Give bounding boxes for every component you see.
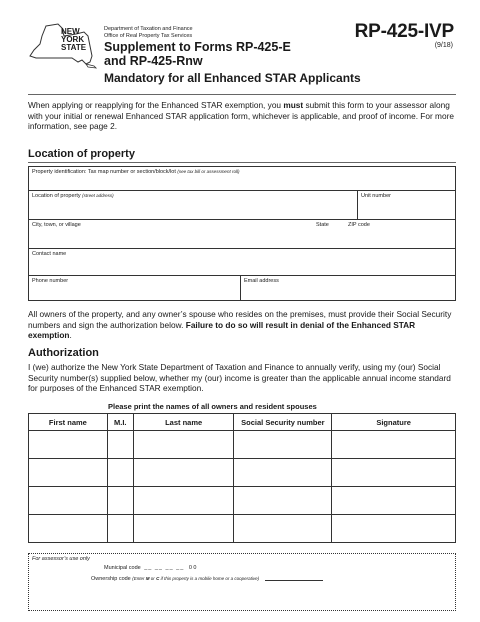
ownership-code-line[interactable]	[265, 580, 323, 581]
authorization-text: I (we) authorize the New York State Department of Taxation and Finance to annually verify, using my (our) Social Security number(s) supplied below, whether my (our) income is greater than the applicable annual income standard for purposes of the Enhanced STAR exemption.	[28, 362, 451, 393]
column-header: M.I.	[107, 414, 133, 431]
first-name-cell[interactable]	[29, 515, 108, 543]
first-name-cell[interactable]	[29, 431, 108, 459]
zip-field[interactable]: ZIP code	[348, 222, 370, 228]
owners-notice: All owners of the property, and any owner’s spouse who resides on the premises, must provide their Social Security numbers and sign the authorization below. Failure to do so will result in denial of the Enhanced STAR exemption.	[28, 309, 452, 340]
ssn-cell[interactable]	[234, 487, 332, 515]
location-fields	[28, 166, 456, 301]
property-id-field[interactable]: Property identification: Tax map number or section/block/lot (see tax bill or assessment roll)	[29, 167, 455, 191]
ssn-cell[interactable]	[234, 515, 332, 543]
divider	[28, 162, 456, 163]
contact-name-field[interactable]: Contact name	[29, 249, 455, 276]
assessor-label: For assessor’s use only	[32, 556, 90, 562]
email-address-field[interactable]: Email address	[244, 278, 279, 284]
signature-table	[28, 413, 456, 543]
street-address-field[interactable]: Location of property (street address)	[32, 193, 114, 199]
first-name-cell[interactable]	[29, 487, 108, 515]
signature-table-header	[29, 414, 456, 431]
table-row	[29, 459, 456, 487]
phone-number-field[interactable]: Phone number	[32, 278, 69, 284]
middle-initial-cell[interactable]	[107, 515, 133, 543]
form-subtitle: Mandatory for all Enhanced STAR Applicants	[104, 71, 361, 85]
last-name-cell[interactable]	[133, 515, 234, 543]
column-header: Last name	[133, 414, 234, 431]
last-name-cell[interactable]	[133, 487, 234, 515]
first-name-cell[interactable]	[29, 459, 108, 487]
form-title-line2: and RP-425-Rnw	[104, 54, 203, 68]
form-header	[0, 0, 480, 92]
column-header: Social Security number	[234, 414, 332, 431]
table-row	[29, 515, 456, 543]
last-name-cell[interactable]	[133, 431, 234, 459]
table-row	[29, 431, 456, 459]
authorization-section-title: Authorization	[28, 347, 99, 359]
column-header: First name	[29, 414, 108, 431]
new-york-state-logo	[28, 22, 98, 70]
assessor-use-box	[28, 553, 456, 611]
ssn-cell[interactable]	[234, 459, 332, 487]
ssn-cell[interactable]	[234, 431, 332, 459]
municipal-code-field[interactable]: Municipal code __ __ __ __ 0 0	[104, 565, 197, 571]
column-header: Signature	[332, 414, 456, 431]
revision-date: (9/18)	[434, 42, 453, 49]
last-name-cell[interactable]	[133, 459, 234, 487]
ownership-code-field[interactable]: Ownership code (Enter M or C if this property is a mobile home or a cooperative)	[91, 576, 323, 582]
signature-cell[interactable]	[332, 515, 456, 543]
state-field[interactable]: State	[316, 222, 329, 228]
signature-cell[interactable]	[332, 487, 456, 515]
middle-initial-cell[interactable]	[107, 459, 133, 487]
middle-initial-cell[interactable]	[107, 431, 133, 459]
unit-number-field[interactable]: Unit number	[361, 193, 391, 199]
state-logo-text: NEW YORK STATE	[61, 27, 87, 52]
form-title-line1: Supplement to Forms RP-425-E	[104, 40, 291, 54]
city-field[interactable]: City, town, or village	[32, 222, 81, 228]
intro-paragraph: When applying or reapplying for the Enhanced STAR exemption, you must submit this form to your assessor along with your initial or renewal Enhanced STAR application form, whichever is applicable, and proof of income. For more information, see page 2.	[28, 100, 454, 131]
signature-cell[interactable]	[332, 459, 456, 487]
form-number: RP-425-IVP	[354, 21, 454, 42]
divider	[28, 94, 456, 95]
middle-initial-cell[interactable]	[107, 487, 133, 515]
department-name: Department of Taxation and Finance Office of Real Property Tax Services	[104, 26, 193, 39]
table-row	[29, 487, 456, 515]
print-names-note: Please print the names of all owners and resident spouses	[108, 402, 317, 411]
location-section-title: Location of property	[28, 148, 135, 160]
signature-cell[interactable]	[332, 431, 456, 459]
